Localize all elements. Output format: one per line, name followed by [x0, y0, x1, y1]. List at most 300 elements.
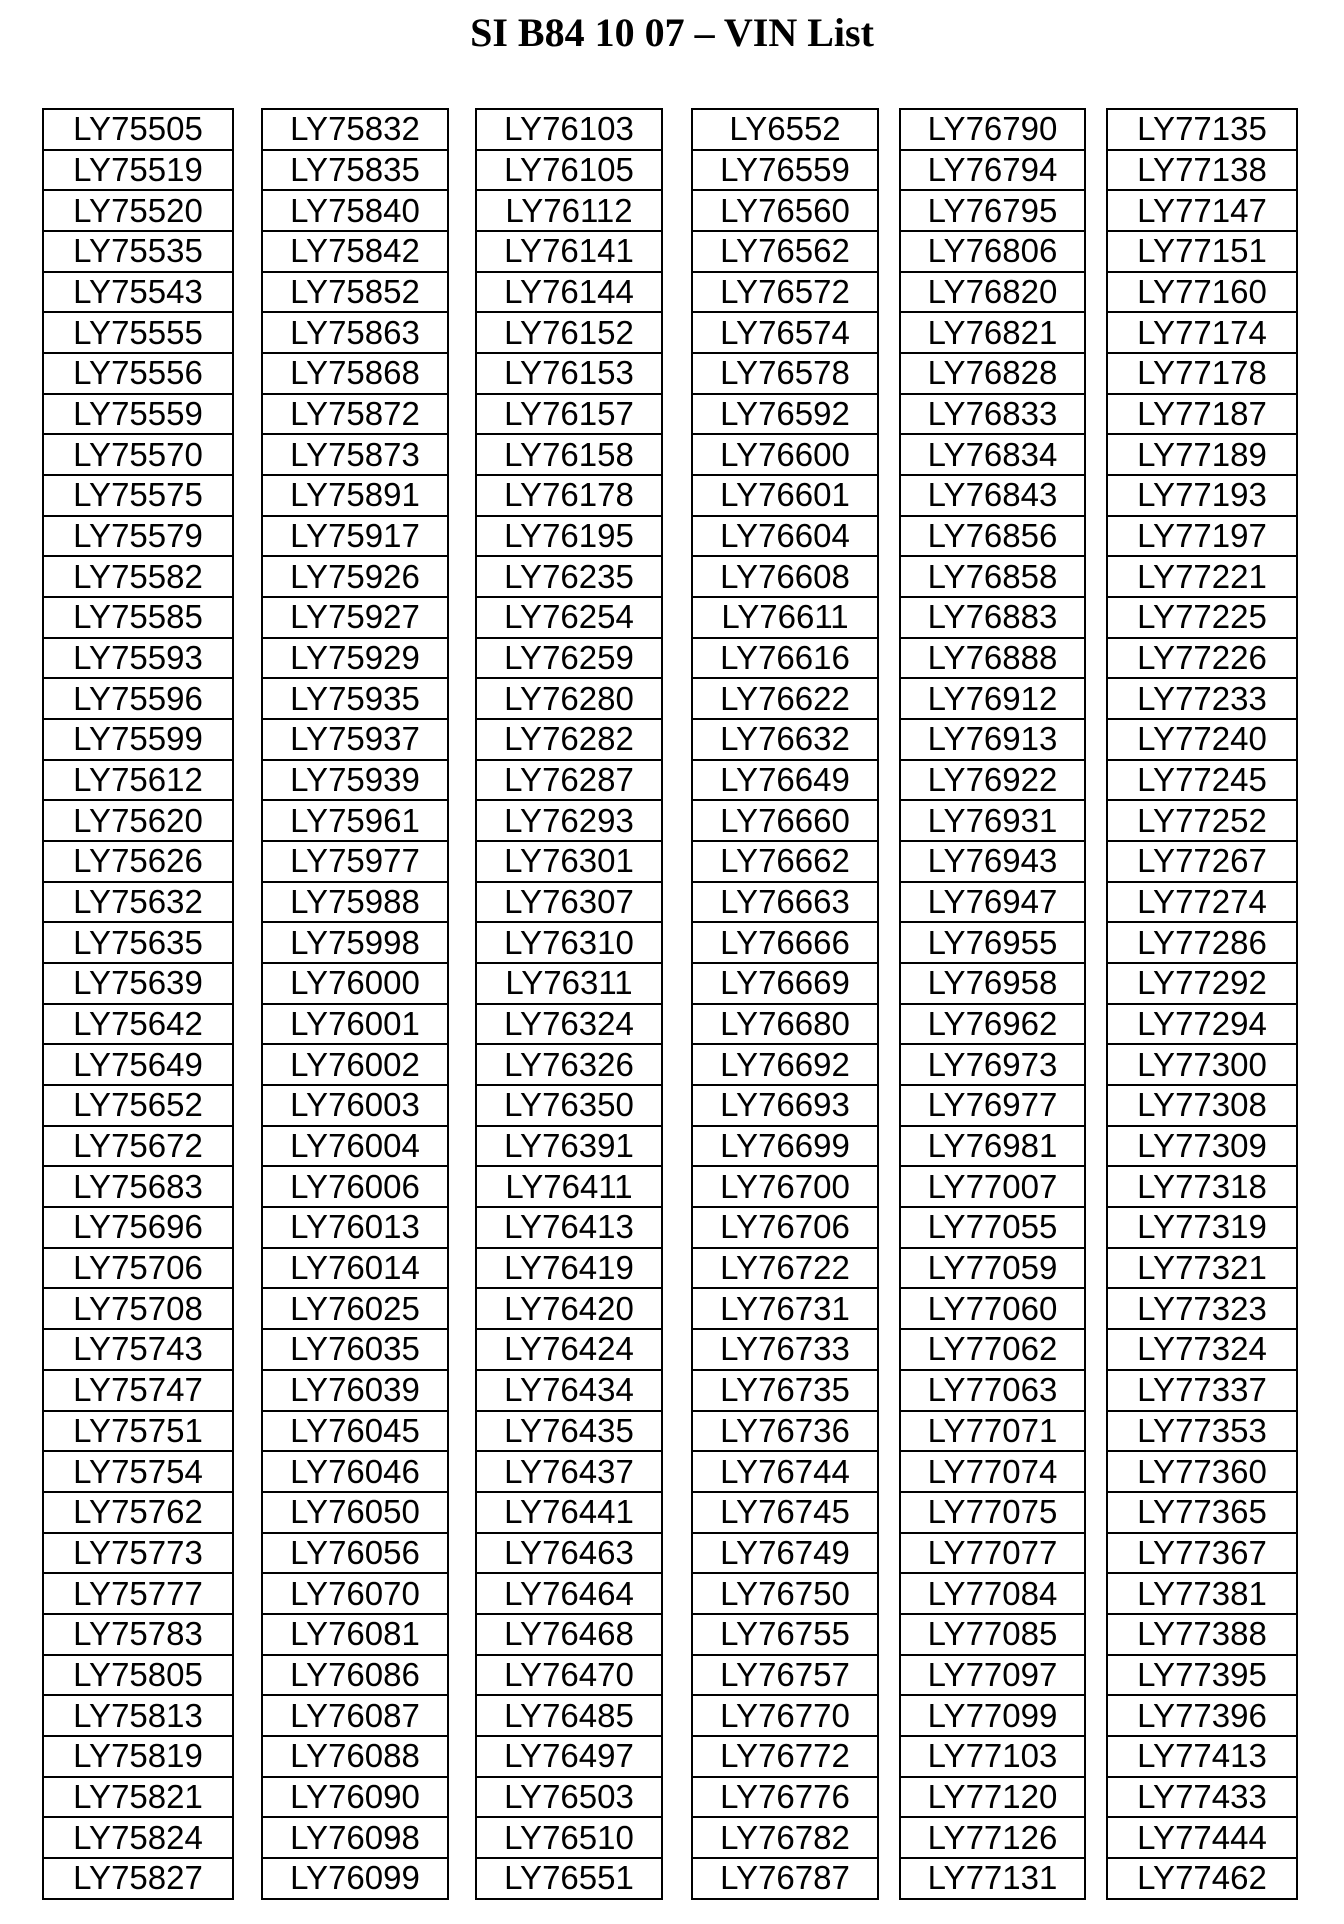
vin-cell: LY77126 — [900, 1817, 1085, 1858]
vin-cell: LY76259 — [476, 638, 662, 679]
vin-cell: LY75819 — [43, 1736, 233, 1777]
vin-cell: LY76099 — [262, 1858, 448, 1899]
column-gap — [878, 1655, 900, 1696]
vin-cell: LY77135 — [1107, 109, 1297, 150]
vin-cell: LY76035 — [262, 1329, 448, 1370]
vin-cell: LY77120 — [900, 1777, 1085, 1818]
column-gap — [662, 1207, 692, 1248]
vin-cell: LY75582 — [43, 556, 233, 597]
column-gap — [878, 841, 900, 882]
vin-cell: LY77308 — [1107, 1085, 1297, 1126]
vin-cell: LY76958 — [900, 963, 1085, 1004]
column-gap — [233, 1533, 262, 1574]
vin-cell: LY77233 — [1107, 678, 1297, 719]
vin-cell: LY76843 — [900, 475, 1085, 516]
vin-cell: LY75743 — [43, 1329, 233, 1370]
vin-cell: LY77309 — [1107, 1126, 1297, 1167]
column-gap — [1085, 1817, 1107, 1858]
column-gap — [662, 516, 692, 557]
vin-cell: LY75639 — [43, 963, 233, 1004]
vin-cell: LY76324 — [476, 1004, 662, 1045]
column-gap — [233, 1329, 262, 1370]
column-gap — [233, 638, 262, 679]
column-gap — [448, 1329, 476, 1370]
vin-cell: LY76468 — [476, 1614, 662, 1655]
vin-cell: LY75593 — [43, 638, 233, 679]
column-gap — [448, 1085, 476, 1126]
column-gap — [878, 231, 900, 272]
column-gap — [448, 1288, 476, 1329]
vin-cell: LY76081 — [262, 1614, 448, 1655]
column-gap — [662, 1492, 692, 1533]
table-row — [43, 1044, 1297, 1085]
vin-cell: LY76497 — [476, 1736, 662, 1777]
column-gap — [878, 516, 900, 557]
column-gap — [448, 556, 476, 597]
table-row — [43, 841, 1297, 882]
column-gap — [233, 963, 262, 1004]
column-gap — [233, 922, 262, 963]
vin-cell: LY76050 — [262, 1492, 448, 1533]
vin-cell: LY76750 — [692, 1573, 878, 1614]
table-row — [43, 1695, 1297, 1736]
column-gap — [878, 312, 900, 353]
vin-cell: LY76153 — [476, 353, 662, 394]
vin-cell: LY76749 — [692, 1533, 878, 1574]
vin-cell: LY76699 — [692, 1126, 878, 1167]
column-gap — [662, 922, 692, 963]
vin-cell: LY77160 — [1107, 272, 1297, 313]
column-gap — [233, 1777, 262, 1818]
vin-cell: LY76604 — [692, 516, 878, 557]
vin-cell: LY76888 — [900, 638, 1085, 679]
vin-cell: LY75929 — [262, 638, 448, 679]
vin-cell: LY76735 — [692, 1370, 878, 1411]
table-row — [43, 1573, 1297, 1614]
vin-cell: LY76666 — [692, 922, 878, 963]
vin-cell: LY75927 — [262, 597, 448, 638]
vin-cell: LY75813 — [43, 1695, 233, 1736]
column-gap — [1085, 109, 1107, 150]
column-gap — [662, 1044, 692, 1085]
column-gap — [878, 1817, 900, 1858]
column-gap — [233, 1858, 262, 1899]
column-gap — [448, 1004, 476, 1045]
vin-cell: LY76086 — [262, 1655, 448, 1696]
vin-cell: LY76001 — [262, 1004, 448, 1045]
column-gap — [878, 1777, 900, 1818]
column-gap — [448, 1166, 476, 1207]
vin-cell: LY77365 — [1107, 1492, 1297, 1533]
column-gap — [662, 1248, 692, 1289]
vin-cell: LY76006 — [262, 1166, 448, 1207]
vin-cell: LY76441 — [476, 1492, 662, 1533]
column-gap — [448, 475, 476, 516]
vin-cell: LY75579 — [43, 516, 233, 557]
vin-cell: LY77381 — [1107, 1573, 1297, 1614]
column-gap — [662, 556, 692, 597]
vin-cell: LY76485 — [476, 1695, 662, 1736]
vin-cell: LY77063 — [900, 1370, 1085, 1411]
vin-cell: LY76662 — [692, 841, 878, 882]
vin-cell: LY76616 — [692, 638, 878, 679]
vin-cell: LY76178 — [476, 475, 662, 516]
vin-cell: LY77225 — [1107, 597, 1297, 638]
vin-cell: LY77360 — [1107, 1451, 1297, 1492]
column-gap — [662, 800, 692, 841]
vin-cell: LY76562 — [692, 231, 878, 272]
column-gap — [1085, 231, 1107, 272]
column-gap — [1085, 1533, 1107, 1574]
vin-cell: LY76722 — [692, 1248, 878, 1289]
column-gap — [1085, 1166, 1107, 1207]
column-gap — [878, 1207, 900, 1248]
column-gap — [662, 1736, 692, 1777]
column-gap — [1085, 353, 1107, 394]
vin-cell: LY76014 — [262, 1248, 448, 1289]
vin-cell: LY77226 — [1107, 638, 1297, 679]
vin-cell: LY76435 — [476, 1411, 662, 1452]
column-gap — [662, 1777, 692, 1818]
column-gap — [878, 1288, 900, 1329]
column-gap — [1085, 190, 1107, 231]
table-row — [43, 719, 1297, 760]
column-gap — [448, 353, 476, 394]
table-row — [43, 1777, 1297, 1818]
column-gap — [878, 1004, 900, 1045]
vin-cell: LY76434 — [476, 1370, 662, 1411]
vin-cell: LY76551 — [476, 1858, 662, 1899]
vin-cell: LY77300 — [1107, 1044, 1297, 1085]
column-gap — [1085, 1004, 1107, 1045]
vin-cell: LY75835 — [262, 150, 448, 191]
vin-cell: LY76310 — [476, 922, 662, 963]
vin-cell: LY77060 — [900, 1288, 1085, 1329]
column-gap — [662, 1370, 692, 1411]
column-gap — [1085, 1288, 1107, 1329]
vin-cell: LY77319 — [1107, 1207, 1297, 1248]
vin-cell: LY76013 — [262, 1207, 448, 1248]
vin-cell: LY76806 — [900, 231, 1085, 272]
vin-cell: LY75747 — [43, 1370, 233, 1411]
column-gap — [878, 1085, 900, 1126]
column-gap — [448, 1126, 476, 1167]
table-row — [43, 1492, 1297, 1533]
column-gap — [448, 1370, 476, 1411]
column-gap — [233, 841, 262, 882]
table-row — [43, 1614, 1297, 1655]
vin-cell: LY76833 — [900, 394, 1085, 435]
table-row — [43, 1533, 1297, 1574]
vin-cell: LY6552 — [692, 109, 878, 150]
vin-cell: LY77318 — [1107, 1166, 1297, 1207]
column-gap — [448, 1858, 476, 1899]
column-gap — [233, 1085, 262, 1126]
vin-cell: LY76820 — [900, 272, 1085, 313]
vin-cell: LY76254 — [476, 597, 662, 638]
table-row — [43, 1736, 1297, 1777]
vin-cell: LY75612 — [43, 760, 233, 801]
column-gap — [1085, 882, 1107, 923]
vin-cell: LY76828 — [900, 353, 1085, 394]
column-gap — [878, 1533, 900, 1574]
column-gap — [1085, 1614, 1107, 1655]
vin-cell: LY75961 — [262, 800, 448, 841]
column-gap — [1085, 1777, 1107, 1818]
vin-cell: LY76437 — [476, 1451, 662, 1492]
vin-cell: LY76692 — [692, 1044, 878, 1085]
column-gap — [1085, 1492, 1107, 1533]
vin-cell: LY76419 — [476, 1248, 662, 1289]
vin-cell: LY76287 — [476, 760, 662, 801]
column-gap — [233, 394, 262, 435]
vin-cell: LY76787 — [692, 1858, 878, 1899]
column-gap — [878, 1736, 900, 1777]
vin-cell: LY76700 — [692, 1166, 878, 1207]
vin-cell: LY77240 — [1107, 719, 1297, 760]
column-gap — [662, 434, 692, 475]
column-gap — [233, 1736, 262, 1777]
column-gap — [1085, 1207, 1107, 1248]
column-gap — [233, 353, 262, 394]
vin-cell: LY76913 — [900, 719, 1085, 760]
column-gap — [448, 1207, 476, 1248]
column-gap — [233, 1370, 262, 1411]
column-gap — [233, 1288, 262, 1329]
column-gap — [233, 1492, 262, 1533]
vin-cell: LY76002 — [262, 1044, 448, 1085]
vin-cell: LY75575 — [43, 475, 233, 516]
vin-cell: LY77321 — [1107, 1248, 1297, 1289]
column-gap — [233, 312, 262, 353]
vin-cell: LY77462 — [1107, 1858, 1297, 1899]
vin-cell: LY76413 — [476, 1207, 662, 1248]
column-gap — [233, 1207, 262, 1248]
column-gap — [662, 841, 692, 882]
vin-cell: LY76574 — [692, 312, 878, 353]
vin-cell: LY77286 — [1107, 922, 1297, 963]
vin-cell: LY76943 — [900, 841, 1085, 882]
vin-cell: LY76311 — [476, 963, 662, 1004]
vin-table — [42, 108, 1298, 1900]
vin-cell: LY76736 — [692, 1411, 878, 1452]
vin-cell: LY76912 — [900, 678, 1085, 719]
vin-cell: LY75754 — [43, 1451, 233, 1492]
column-gap — [878, 882, 900, 923]
vin-cell: LY76510 — [476, 1817, 662, 1858]
column-gap — [878, 1248, 900, 1289]
vin-cell: LY75935 — [262, 678, 448, 719]
column-gap — [233, 1166, 262, 1207]
column-gap — [878, 1126, 900, 1167]
column-gap — [662, 394, 692, 435]
vin-cell: LY76046 — [262, 1451, 448, 1492]
vin-cell: LY76733 — [692, 1329, 878, 1370]
column-gap — [662, 1085, 692, 1126]
vin-cell: LY76000 — [262, 963, 448, 1004]
column-gap — [662, 190, 692, 231]
column-gap — [1085, 760, 1107, 801]
table-row — [43, 150, 1297, 191]
vin-cell: LY76004 — [262, 1126, 448, 1167]
column-gap — [1085, 800, 1107, 841]
vin-cell: LY76772 — [692, 1736, 878, 1777]
vin-cell: LY76592 — [692, 394, 878, 435]
column-gap — [448, 1817, 476, 1858]
column-gap — [233, 516, 262, 557]
vin-cell: LY76755 — [692, 1614, 878, 1655]
vin-cell: LY76632 — [692, 719, 878, 760]
table-row — [43, 760, 1297, 801]
vin-cell: LY76931 — [900, 800, 1085, 841]
column-gap — [662, 1411, 692, 1452]
column-gap — [233, 1655, 262, 1696]
vin-cell: LY75570 — [43, 434, 233, 475]
column-gap — [233, 1614, 262, 1655]
column-gap — [448, 109, 476, 150]
table-row — [43, 1370, 1297, 1411]
table-row — [43, 1248, 1297, 1289]
column-gap — [878, 678, 900, 719]
vin-cell: LY75635 — [43, 922, 233, 963]
vin-cell: LY75751 — [43, 1411, 233, 1452]
column-gap — [878, 760, 900, 801]
column-gap — [233, 190, 262, 231]
table-row — [43, 1655, 1297, 1696]
column-gap — [878, 719, 900, 760]
vin-cell: LY75762 — [43, 1492, 233, 1533]
column-gap — [448, 800, 476, 841]
table-row — [43, 1004, 1297, 1045]
vin-cell: LY75842 — [262, 231, 448, 272]
column-gap — [662, 475, 692, 516]
vin-cell: LY77189 — [1107, 434, 1297, 475]
column-gap — [448, 312, 476, 353]
column-gap — [233, 882, 262, 923]
vin-cell: LY77193 — [1107, 475, 1297, 516]
column-gap — [1085, 150, 1107, 191]
vin-cell: LY76301 — [476, 841, 662, 882]
vin-cell: LY77267 — [1107, 841, 1297, 882]
column-gap — [1085, 1370, 1107, 1411]
vin-cell: LY76782 — [692, 1817, 878, 1858]
vin-cell: LY75872 — [262, 394, 448, 435]
table-row — [43, 922, 1297, 963]
vin-cell: LY76391 — [476, 1126, 662, 1167]
column-gap — [448, 1411, 476, 1452]
column-gap — [662, 1655, 692, 1696]
column-gap — [878, 109, 900, 150]
vin-cell: LY76731 — [692, 1288, 878, 1329]
vin-cell: LY77178 — [1107, 353, 1297, 394]
column-gap — [1085, 1655, 1107, 1696]
table-row — [43, 556, 1297, 597]
vin-cell: LY75632 — [43, 882, 233, 923]
vin-cell: LY75555 — [43, 312, 233, 353]
table-row — [43, 1288, 1297, 1329]
column-gap — [1085, 719, 1107, 760]
column-gap — [233, 556, 262, 597]
vin-cell: LY76776 — [692, 1777, 878, 1818]
column-gap — [448, 231, 476, 272]
column-gap — [878, 1166, 900, 1207]
column-gap — [448, 1492, 476, 1533]
vin-cell: LY75672 — [43, 1126, 233, 1167]
column-gap — [448, 760, 476, 801]
column-gap — [448, 1736, 476, 1777]
vin-cell: LY76669 — [692, 963, 878, 1004]
column-gap — [662, 1288, 692, 1329]
column-gap — [233, 1044, 262, 1085]
column-gap — [878, 353, 900, 394]
vin-cell: LY77055 — [900, 1207, 1085, 1248]
vin-cell: LY75706 — [43, 1248, 233, 1289]
vin-cell: LY75559 — [43, 394, 233, 435]
vin-cell: LY77444 — [1107, 1817, 1297, 1858]
column-gap — [448, 597, 476, 638]
column-gap — [878, 1858, 900, 1899]
vin-cell: LY76326 — [476, 1044, 662, 1085]
vin-cell: LY76152 — [476, 312, 662, 353]
vin-cell: LY75805 — [43, 1655, 233, 1696]
column-gap — [1085, 1248, 1107, 1289]
vin-cell: LY75649 — [43, 1044, 233, 1085]
vin-cell: LY76503 — [476, 1777, 662, 1818]
column-gap — [448, 841, 476, 882]
column-gap — [233, 272, 262, 313]
column-gap — [878, 434, 900, 475]
column-gap — [878, 394, 900, 435]
column-gap — [1085, 475, 1107, 516]
vin-cell: LY75827 — [43, 1858, 233, 1899]
vin-cell: LY77062 — [900, 1329, 1085, 1370]
column-gap — [1085, 516, 1107, 557]
column-gap — [662, 678, 692, 719]
column-gap — [233, 1126, 262, 1167]
vin-cell: LY76560 — [692, 190, 878, 231]
column-gap — [233, 434, 262, 475]
vin-cell: LY76608 — [692, 556, 878, 597]
column-gap — [662, 638, 692, 679]
column-gap — [1085, 1573, 1107, 1614]
vin-cell: LY77084 — [900, 1573, 1085, 1614]
table-row — [43, 475, 1297, 516]
column-gap — [1085, 963, 1107, 1004]
column-gap — [233, 1248, 262, 1289]
vin-cell: LY76039 — [262, 1370, 448, 1411]
vin-cell: LY75620 — [43, 800, 233, 841]
vin-cell: LY76420 — [476, 1288, 662, 1329]
vin-cell: LY75599 — [43, 719, 233, 760]
vin-cell: LY76411 — [476, 1166, 662, 1207]
vin-cell: LY76962 — [900, 1004, 1085, 1045]
vin-cell: LY76770 — [692, 1695, 878, 1736]
column-gap — [448, 1044, 476, 1085]
vin-cell: LY77007 — [900, 1166, 1085, 1207]
vin-cell: LY76003 — [262, 1085, 448, 1126]
vin-cell: LY76235 — [476, 556, 662, 597]
column-gap — [878, 1370, 900, 1411]
column-gap — [662, 1329, 692, 1370]
vin-cell: LY76744 — [692, 1451, 878, 1492]
table-row — [43, 434, 1297, 475]
column-gap — [878, 1411, 900, 1452]
vin-cell: LY75824 — [43, 1817, 233, 1858]
column-gap — [662, 312, 692, 353]
table-row — [43, 678, 1297, 719]
vin-cell: LY76663 — [692, 882, 878, 923]
column-gap — [448, 150, 476, 191]
